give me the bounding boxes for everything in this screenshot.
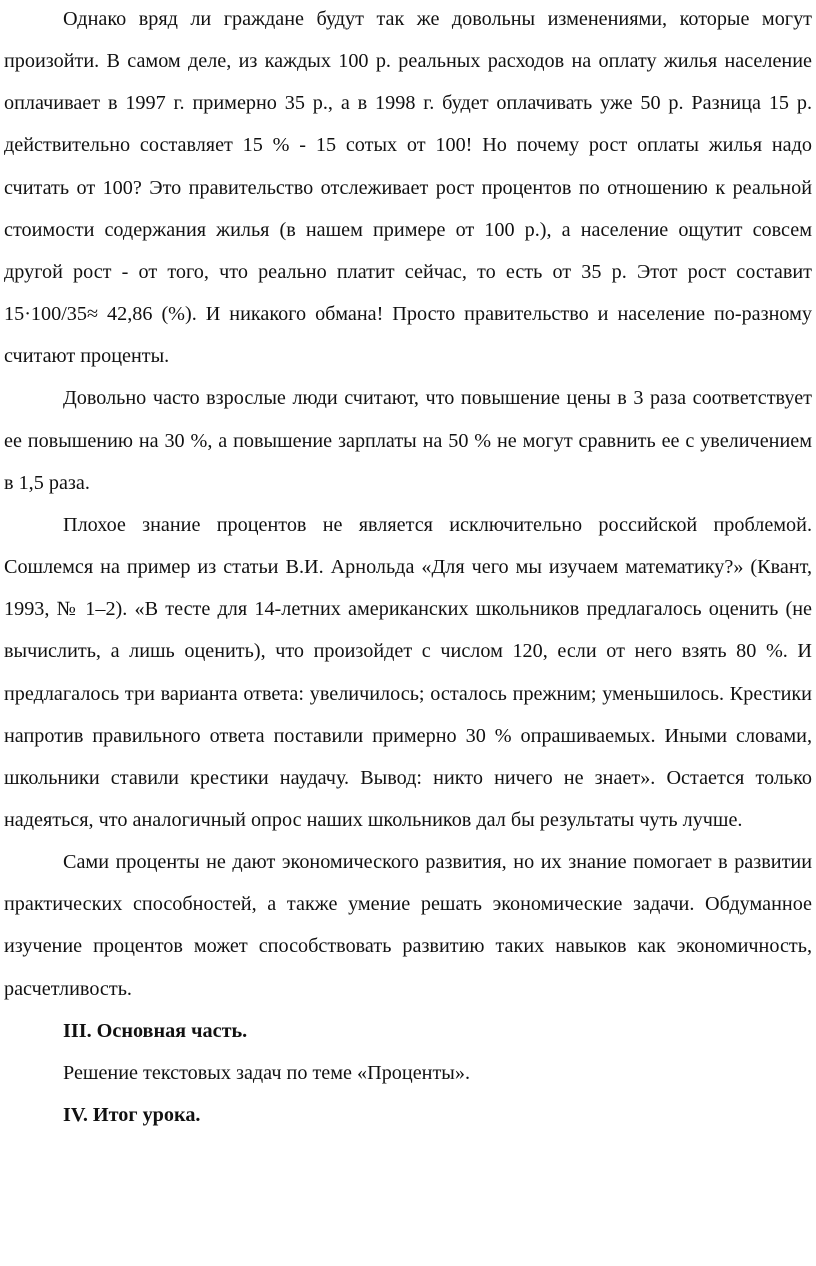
paragraph-housing-costs: Однако вряд ли граждане будут так же довольны изменениями, которые могут произойти. В самом деле, из каждых 100 р. реальных расходов на оплату жилья население оплачивает в 1997 г. примерно 35 р., а в 1998 г. будет оплачивать уже 50 р. Разница 15 р. действительно составляет 15 % - 15 сотых от 100! Но почему рост оплаты жилья надо считать от 100? Это правительство отслеживает рост процентов по отношению к реальной стоимости содержания жилья (в нашем примере от 100 р.), а население ощутит совсем другой рост - от того, что реально платит сейчас, то есть от 35 р. Этот рост составит 15·100/35≈ 42,86 (%). И никакого обмана! Просто правительство и население по-разному считают проценты. <box>4 8 812 368</box>
paragraph-arnold-example: Плохое знание процентов не является исключительно российской проблемой. Сошлемся на пример из статьи В.И. Арнольда «Для чего мы изучаем математику?» (Квант, 1993, № 1–2). «В тесте для 14-летних американских школьников предлагалось оценить (не вычислить, а лишь оценить), что произойдет с числом 120, если от него взять 80 %. И предлагалось три варианта ответа: увеличилось; осталось прежним; уменьшилось. Крестики напротив правильного ответа поставили примерно 30 % опрашиваемых. Иными словами, школьники ставили крестики наудачу. Вывод: никто ничего не знает». Остается только надеяться, что аналогичный опрос наших школьников дал бы результаты чуть лучше. <box>4 513 812 831</box>
section-3-heading: III. Основная часть. <box>63 1019 248 1042</box>
section-4-heading: IV. Итог урока. <box>63 1104 201 1127</box>
paragraph-price-increase: Довольно часто взрослые люди считают, что повышение цены в 3 раза соответствует ее повышению на 30 %, а повышение зарплаты на 50 % не могут сравнить ее с увеличением в 1,5 раза. <box>4 387 812 494</box>
paragraph-economic-skills: Сами проценты не дают экономического развития, но их знание помогает в развитии практических способностей, а также умение решать экономические задачи. Обдуманное изучение процентов может способствовать развитию таких навыков как экономичность, расчетливость. <box>4 851 812 1000</box>
section-3-text: Решение текстовых задач по теме «Проценты». <box>63 1061 470 1084</box>
